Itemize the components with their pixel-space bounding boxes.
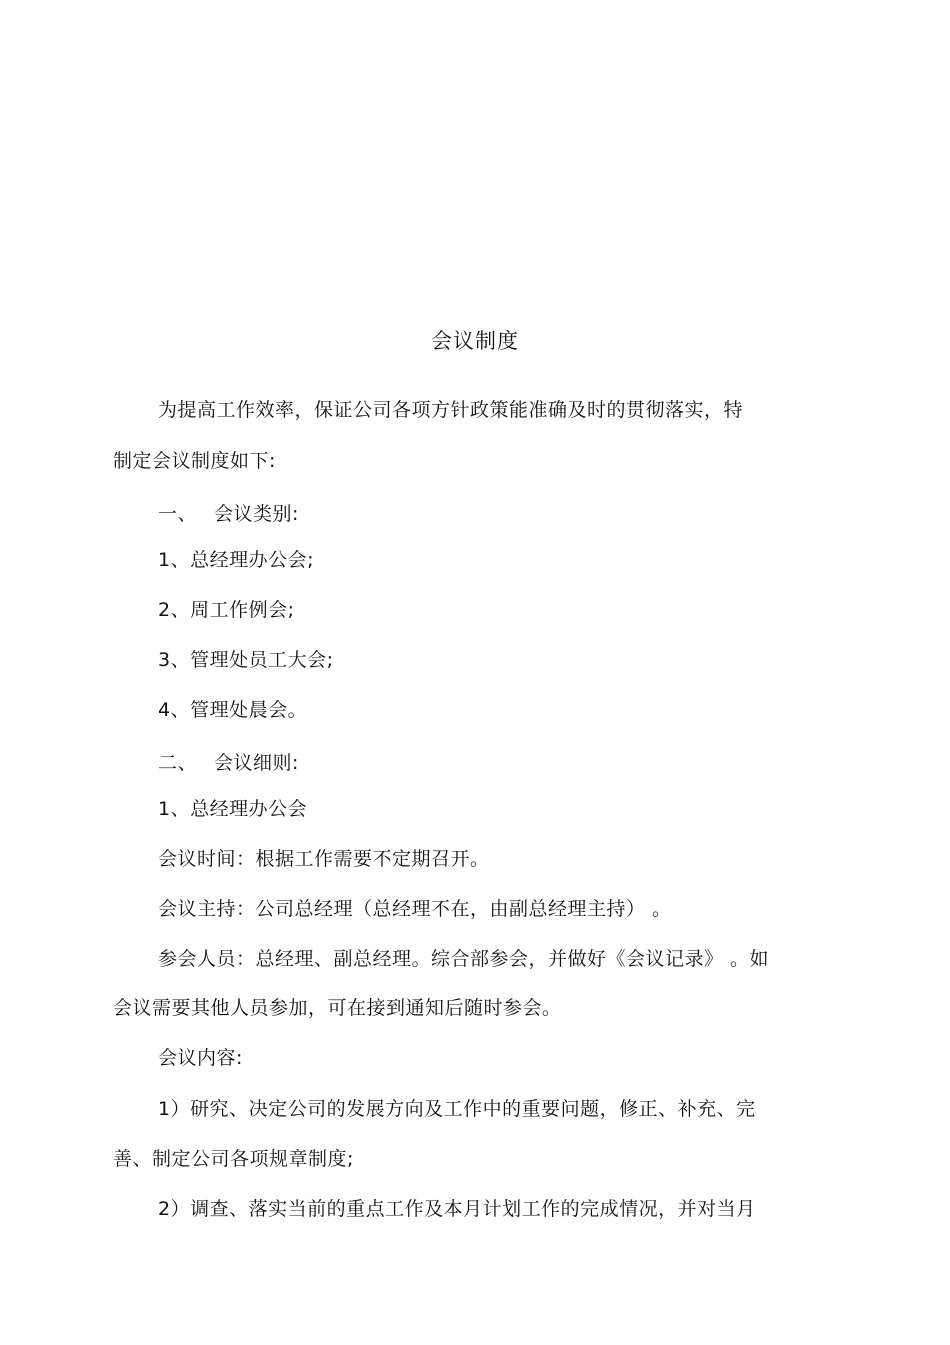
intro-line-2: 制定会议制度如下: <box>113 450 276 472</box>
list-item: 3、管理处员工大会; <box>158 649 334 671</box>
list-item: 2、周工作例会; <box>158 599 295 621</box>
list-item: 1、总经理办公会; <box>158 549 314 571</box>
section-1-number: 一、 <box>158 503 198 525</box>
meeting-content-item-1-line-2: 善、制定公司各项规章制度; <box>113 1148 354 1170</box>
meeting-content-item-1-line-1: 1）研究、决定公司的发展方向及工作中的重要问题，修正、补充、完 <box>158 1098 756 1120</box>
section-2-title: 会议细则: <box>214 752 299 774</box>
section-2-heading <box>158 749 299 777</box>
meeting-content-label: 会议内容: <box>158 1047 243 1069</box>
meeting-host: 会议主持：公司总经理（总经理不在，由副总经理主持） 。 <box>158 898 672 920</box>
meeting-attendees-line-1: 参会人员：总经理、副总经理。综合部参会，并做好《会议记录》 。如 <box>158 948 770 970</box>
meeting-content-item-2-line-1: 2）调查、落实当前的重点工作及本月计划工作的完成情况，并对当月 <box>158 1198 756 1220</box>
section-1-title: 会议类别: <box>214 503 299 525</box>
meeting-attendees-line-2: 会议需要其他人员参加，可在接到通知后随时参会。 <box>113 997 562 1019</box>
subsection-heading: 1、总经理办公会 <box>158 798 308 820</box>
section-2-number: 二、 <box>158 752 198 774</box>
meeting-time: 会议时间：根据工作需要不定期召开。 <box>158 848 490 870</box>
intro-line-1: 为提高工作效率，保证公司各项方针政策能准确及时的贯彻落实，特 <box>158 399 744 421</box>
section-1-heading <box>158 500 299 528</box>
document-title: 会议制度 <box>431 329 519 353</box>
list-item: 4、管理处晨会。 <box>158 699 308 721</box>
